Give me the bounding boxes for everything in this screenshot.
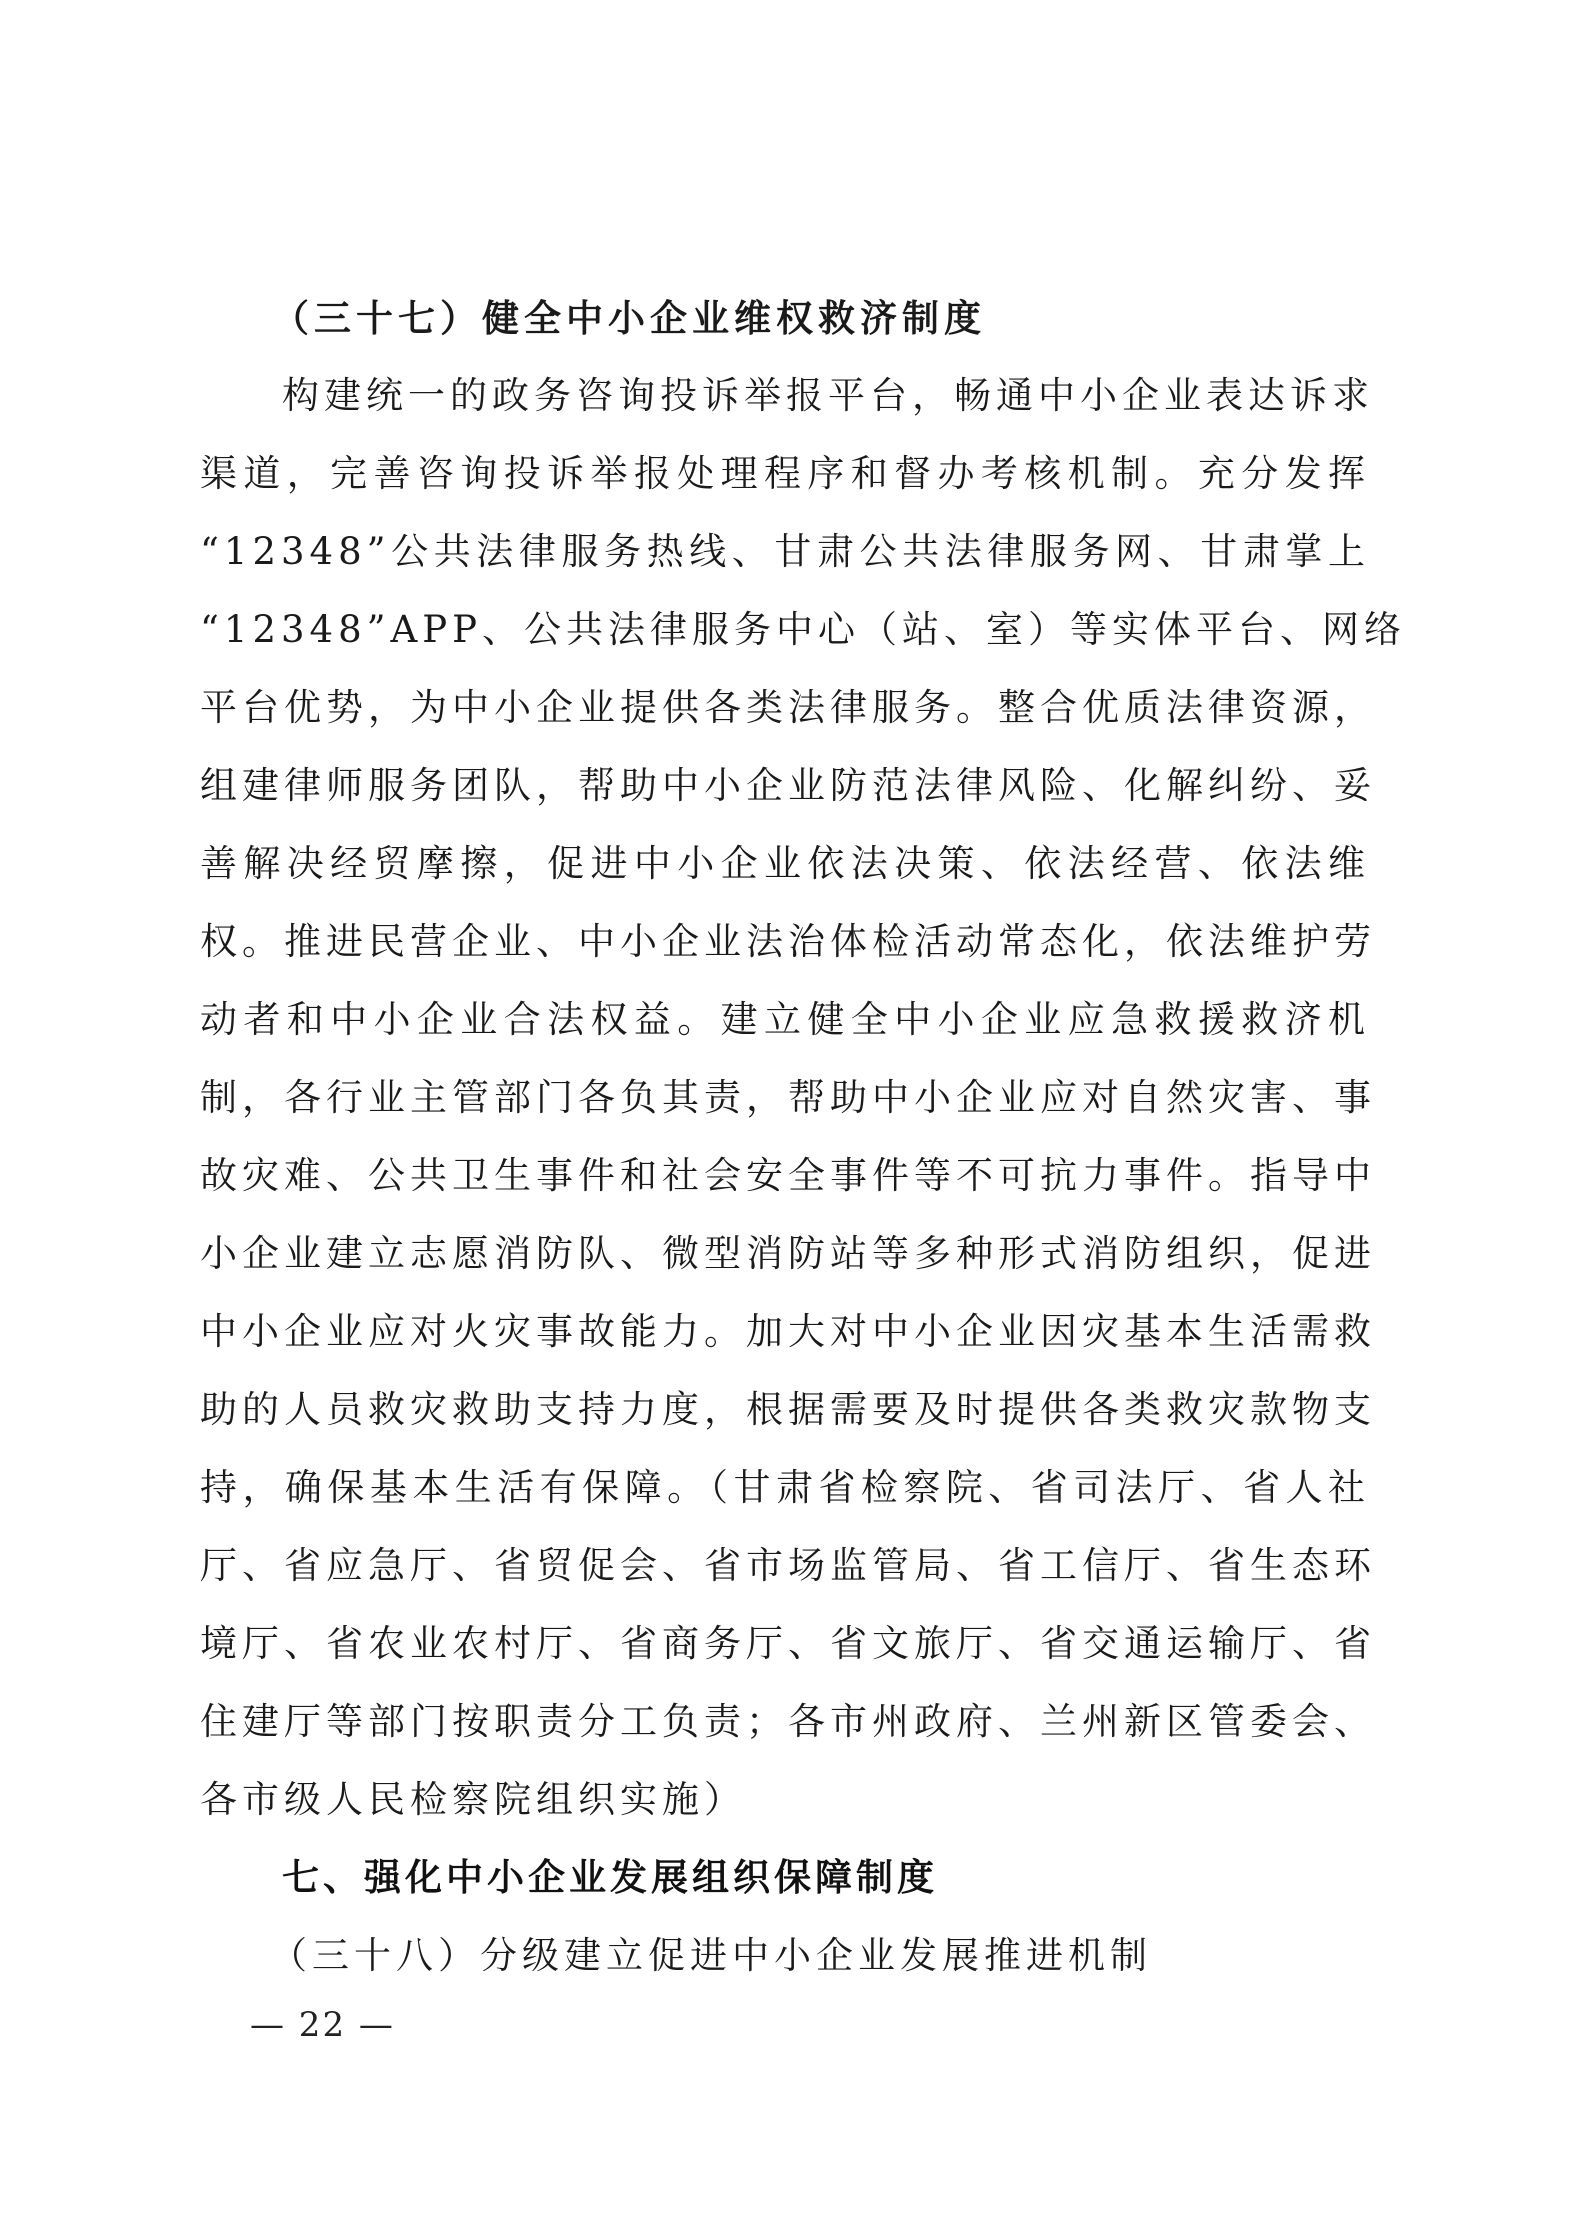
paragraph-line: 组建律师服务团队，帮助中小企业防范法律风险、化解纠纷、妥	[200, 764, 1376, 807]
section-38-title: （三十八）分级建立促进中小企业发展推进机制	[270, 1934, 1152, 1977]
paragraph-line: “12348”公共法律服务热线、甘肃公共法律服务网、甘肃掌上	[200, 530, 1370, 573]
paragraph-line: 住建厅等部门按职责分工负责；各市州政府、兰州新区管委会、	[200, 1700, 1376, 1743]
paragraph-line: 厅、省应急厅、省贸促会、省市场监管局、省工信厅、省生态环	[200, 1544, 1376, 1587]
chapter-7-title: 七、强化中小企业发展组织保障制度	[282, 1856, 938, 1899]
paragraph-line: 中小企业应对火灾事故能力。加大对中小企业因灾基本生活需救	[200, 1310, 1376, 1353]
paragraph-line: 持，确保基本生活有保障。（甘肃省检察院、省司法厅、省人社	[200, 1466, 1370, 1509]
paragraph-line: 助的人员救灾救助支持力度，根据需要及时提供各类救灾款物支	[200, 1388, 1376, 1431]
paragraph-line: 构建统一的政务咨询投诉举报平台，畅通中小企业表达诉求	[282, 374, 1374, 417]
paragraph-line: 制，各行业主管部门各负其责，帮助中小企业应对自然灾害、事	[200, 1076, 1376, 1119]
paragraph-line: 境厅、省农业农村厅、省商务厅、省文旅厅、省交通运输厅、省	[200, 1622, 1376, 1665]
paragraph-line: 渠道，完善咨询投诉举报处理程序和督办考核机制。充分发挥	[200, 452, 1370, 495]
paragraph-line: 小企业建立志愿消防队、微型消防站等多种形式消防组织，促进	[200, 1232, 1376, 1275]
paragraph-line: 动者和中小企业合法权益。建立健全中小企业应急救援救济机	[200, 998, 1370, 1041]
paragraph-line: 各市级人民检察院组织实施）	[200, 1778, 746, 1821]
paragraph-line: “12348”APP、公共法律服务中心（站、室）等实体平台、网络	[200, 608, 1407, 651]
paragraph-line: 权。推进民营企业、中小企业法治体检活动常态化，依法维护劳	[200, 920, 1376, 963]
paragraph-line: 善解决经贸摩擦，促进中小企业依法决策、依法经营、依法维	[200, 842, 1370, 885]
page-number: — 22 —	[250, 2005, 395, 2045]
paragraph-line: 平台优势，为中小企业提供各类法律服务。整合优质法律资源，	[200, 686, 1376, 729]
section-37-title: （三十七）健全中小企业维权救济制度	[272, 296, 986, 340]
paragraph-line: 故灾难、公共卫生事件和社会安全事件等不可抗力事件。指导中	[200, 1154, 1376, 1197]
